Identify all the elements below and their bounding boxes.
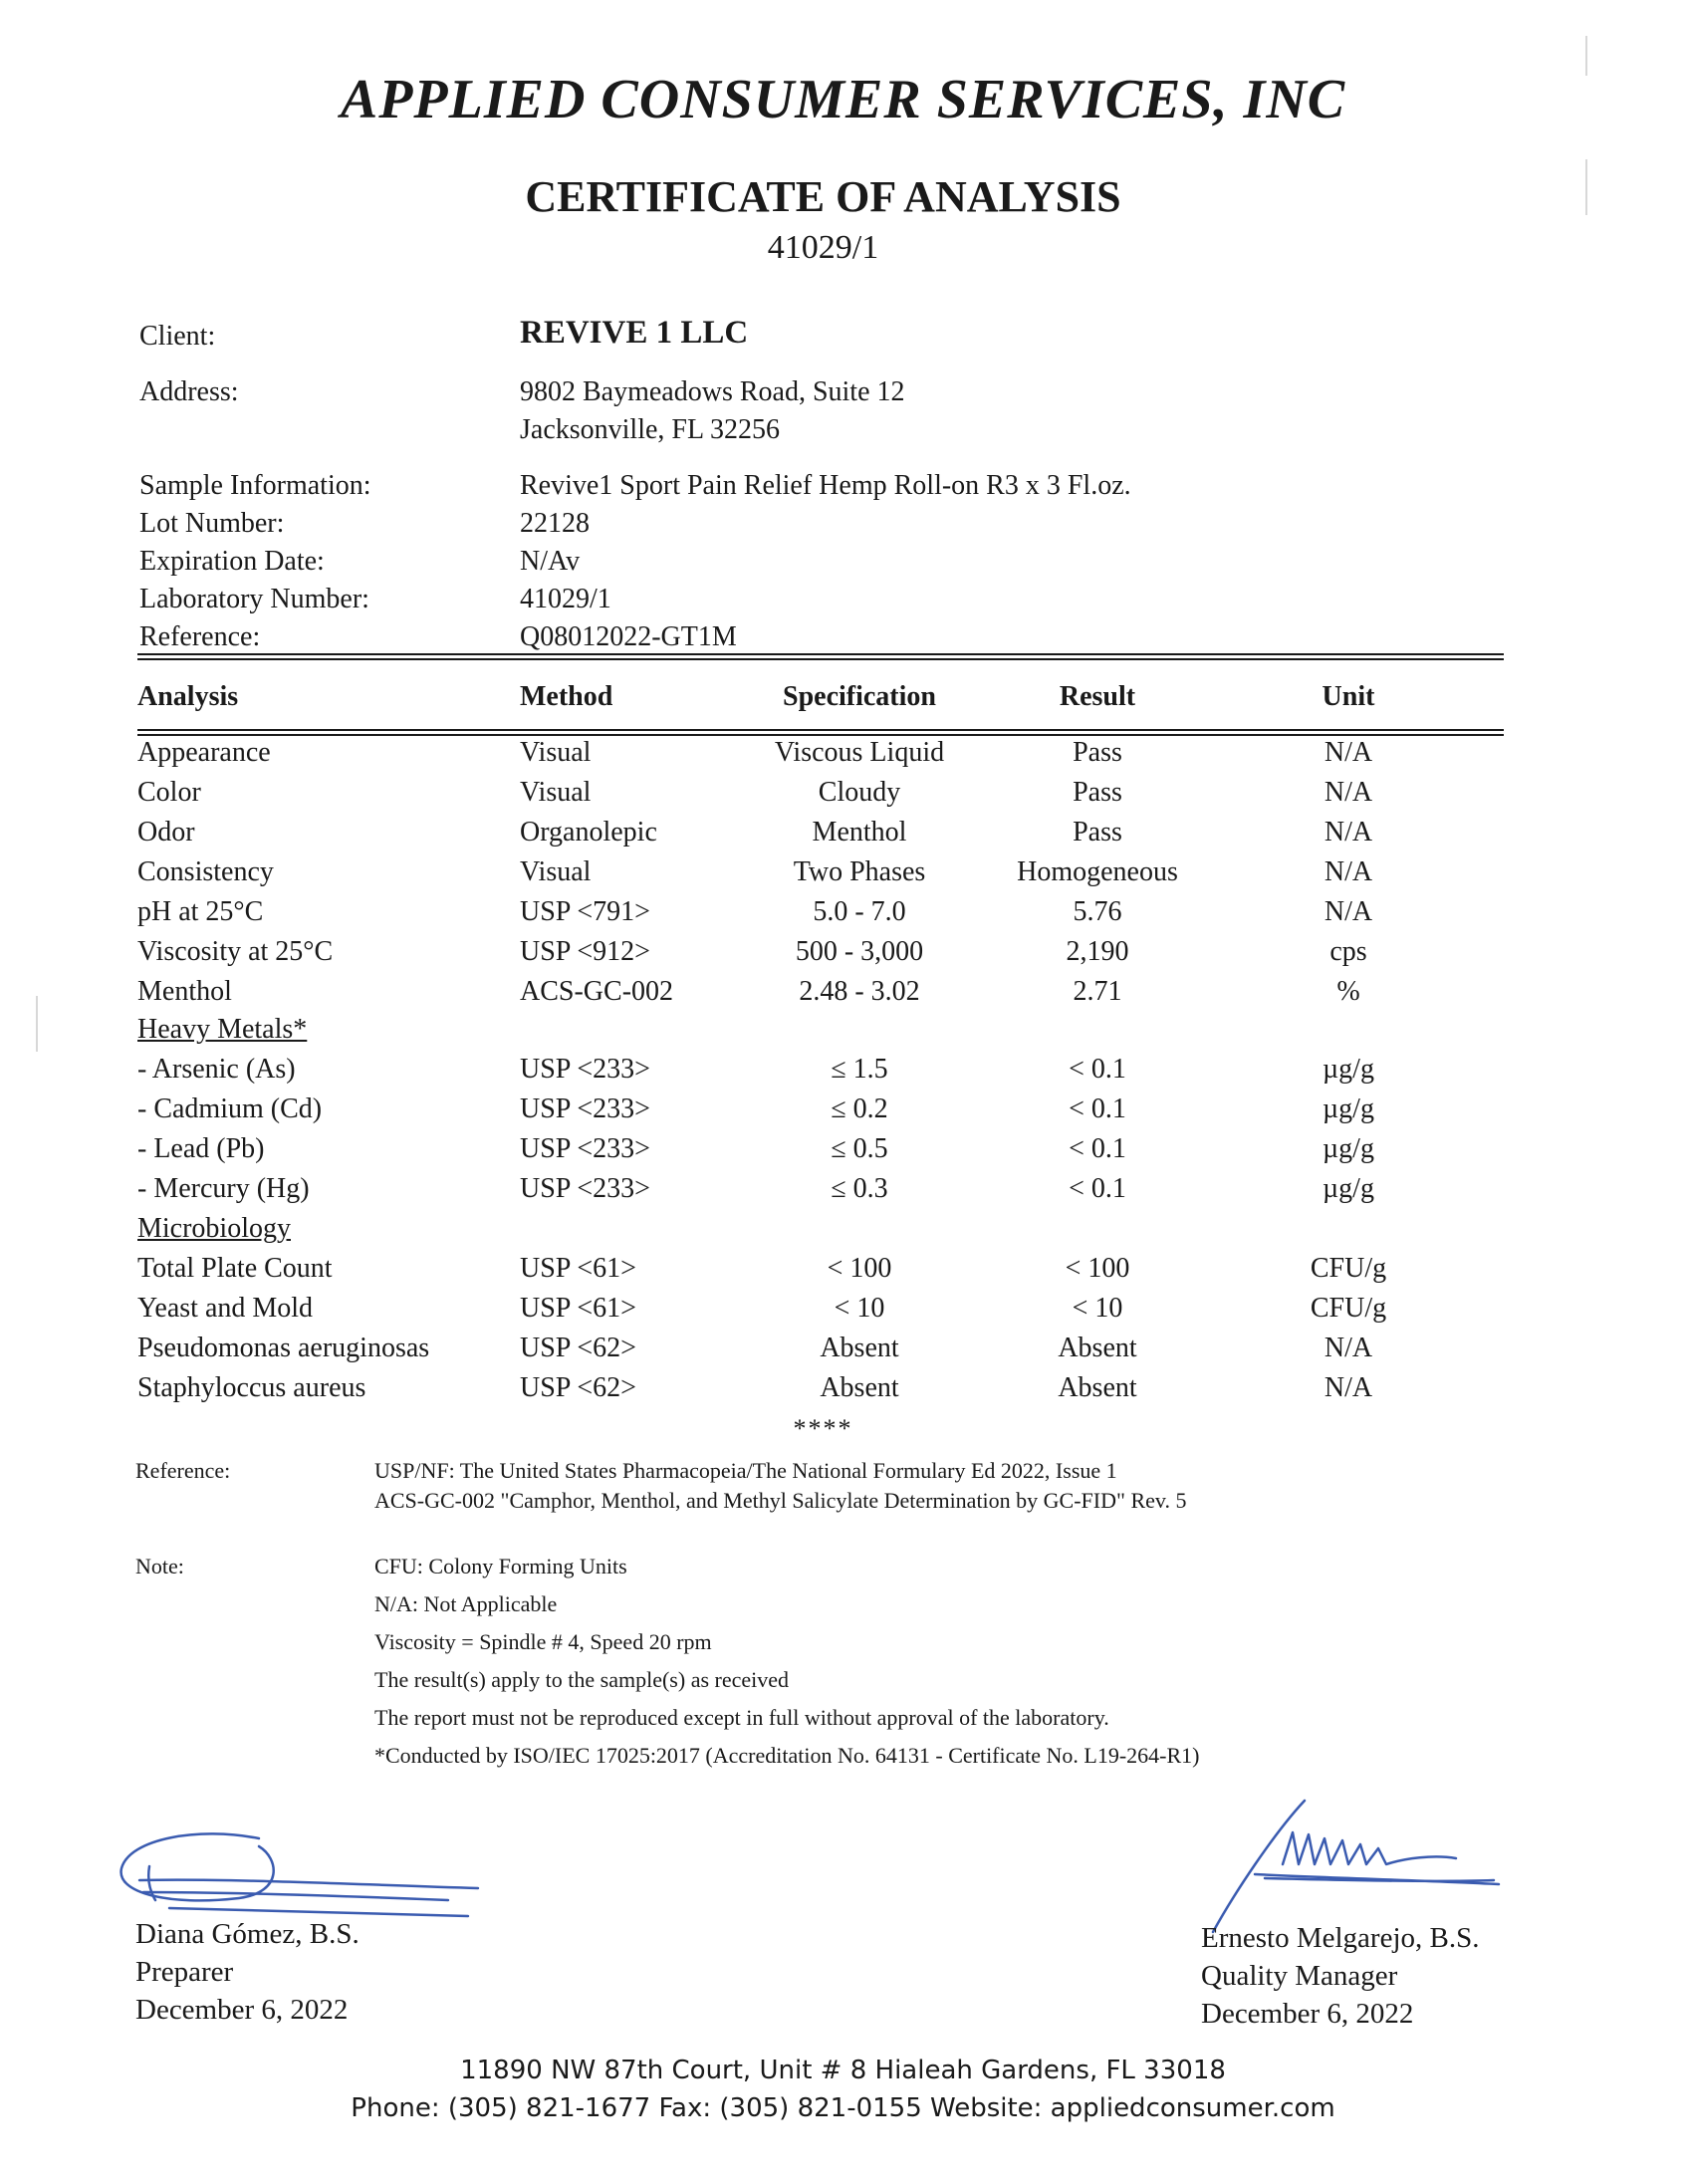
cell-method: USP <233> [520, 1093, 650, 1124]
cell-unit: CFU/g [1310, 1253, 1387, 1284]
table-header-rule [137, 734, 1504, 736]
cell-analysis: Consistency [137, 856, 274, 887]
cell-unit: µg/g [1323, 1054, 1374, 1085]
cell-method: Visual [520, 737, 592, 768]
cell-analysis: Total Plate Count [137, 1253, 333, 1284]
manager-name: Ernesto Melgarejo, B.S. [1201, 1922, 1480, 1954]
cell-result: < 10 [1072, 1293, 1123, 1324]
note-line: N/A: Not Applicable [374, 1591, 558, 1616]
reference-line: ACS-GC-002 "Camphor, Menthol, and Methyl Salicylate Determination by GC-FID" Rev. 5 [374, 1488, 1187, 1513]
cell-unit: N/A [1324, 777, 1373, 808]
cell-method: USP <233> [520, 1173, 650, 1204]
certificate-number: 41029/1 [767, 229, 879, 266]
cell-result: < 0.1 [1069, 1173, 1126, 1204]
cell-result: Homogeneous [1017, 856, 1178, 887]
references-label: Reference: [135, 1458, 231, 1483]
column-header-method: Method [520, 681, 613, 712]
cell-specification: < 10 [834, 1293, 885, 1324]
cell-result: 2,190 [1066, 936, 1129, 967]
table-end-mark: **** [793, 1414, 853, 1443]
document-title: CERTIFICATE OF ANALYSIS [525, 172, 1121, 221]
cell-unit: N/A [1324, 737, 1373, 768]
lot-number-label: Lot Number: [139, 508, 285, 539]
company-name: APPLIED CONSUMER SERVICES, INC [340, 69, 1346, 130]
cell-analysis: Color [137, 777, 201, 808]
cell-unit: N/A [1324, 1372, 1373, 1403]
cell-method: USP <61> [520, 1293, 636, 1324]
client-name: REVIVE 1 LLC [520, 315, 749, 351]
cell-result: 2.71 [1073, 976, 1122, 1007]
note-line: The report must not be reproduced except in full without approval of the laboratory. [374, 1705, 1109, 1730]
cell-analysis: Appearance [137, 737, 271, 768]
cell-unit: N/A [1324, 1333, 1373, 1363]
sample-info-label: Sample Information: [139, 470, 371, 501]
cell-specification: Absent [820, 1372, 899, 1403]
address-label: Address: [139, 376, 239, 407]
manager-signature [1195, 1793, 1524, 1942]
cell-unit: µg/g [1323, 1093, 1374, 1124]
address-line-1: 9802 Baymeadows Road, Suite 12 [520, 376, 905, 407]
footer-address: 11890 NW 87th Court, Unit # 8 Hialeah Gardens, FL 33018 [460, 2056, 1226, 2085]
preparer-date: December 6, 2022 [135, 1994, 349, 2026]
cell-unit: cps [1329, 936, 1367, 967]
cell-method: USP <62> [520, 1372, 636, 1403]
cell-specification: ≤ 0.5 [831, 1133, 888, 1164]
cell-analysis: - Lead (Pb) [137, 1133, 265, 1164]
cell-result: < 100 [1065, 1253, 1130, 1284]
column-header-specification: Specification [783, 681, 936, 712]
note-line: The result(s) apply to the sample(s) as received [374, 1667, 790, 1692]
cell-specification: ≤ 0.2 [831, 1093, 888, 1124]
notes-label: Note: [135, 1554, 184, 1578]
scan-edge-mark [36, 996, 38, 1052]
cell-analysis: Yeast and Mold [137, 1293, 314, 1324]
cell-specification: Cloudy [818, 777, 901, 808]
column-header-unit: Unit [1322, 681, 1375, 712]
column-header-analysis: Analysis [137, 681, 239, 712]
reference-value: Q08012022-GT1M [520, 621, 737, 652]
client-label: Client: [139, 321, 216, 352]
cell-method: USP <233> [520, 1054, 650, 1085]
sample-info-value: Revive1 Sport Pain Relief Hemp Roll-on R3 x 3 Fl.oz. [520, 470, 1131, 501]
cell-specification: Two Phases [793, 856, 926, 887]
cell-analysis: Menthol [137, 976, 232, 1007]
cell-specification: 5.0 - 7.0 [813, 896, 906, 927]
cell-method: USP <233> [520, 1133, 650, 1164]
cell-analysis: - Cadmium (Cd) [137, 1093, 323, 1124]
cell-method: Visual [520, 856, 592, 887]
laboratory-number-label: Laboratory Number: [139, 584, 369, 614]
cell-specification: < 100 [827, 1253, 892, 1284]
cell-specification: Absent [820, 1333, 899, 1363]
cell-specification: ≤ 0.3 [831, 1173, 888, 1204]
reference-label: Reference: [139, 621, 261, 652]
footer-contact: Phone: (305) 821-1677 Fax: (305) 821-0155 Website: appliedconsumer.com [351, 2093, 1335, 2123]
cell-method: ACS-GC-002 [520, 976, 674, 1007]
laboratory-number-value: 41029/1 [520, 584, 611, 614]
cell-analysis: Viscosity at 25°C [137, 936, 334, 967]
cell-unit: µg/g [1323, 1133, 1374, 1164]
cell-result: < 0.1 [1069, 1093, 1126, 1124]
cell-analysis: Staphyloccus aureus [137, 1372, 366, 1403]
manager-date: December 6, 2022 [1201, 1998, 1414, 2030]
cell-result: Absent [1058, 1372, 1137, 1403]
cell-result: < 0.1 [1069, 1054, 1126, 1085]
cell-result: Pass [1073, 817, 1122, 848]
cell-result: < 0.1 [1069, 1133, 1126, 1164]
cell-specification: Menthol [812, 817, 907, 848]
manager-role: Quality Manager [1201, 1960, 1398, 1992]
expiration-date-label: Expiration Date: [139, 546, 325, 577]
cell-method: USP <61> [520, 1253, 636, 1284]
table-header-rule [137, 729, 1504, 731]
cell-unit: N/A [1324, 896, 1373, 927]
section-microbiology: Microbiology [137, 1213, 291, 1244]
cell-result: 5.76 [1073, 896, 1122, 927]
note-line: Viscosity = Spindle # 4, Speed 20 rpm [374, 1629, 712, 1654]
cell-unit: N/A [1324, 817, 1373, 848]
cell-method: USP <62> [520, 1333, 636, 1363]
cell-unit: % [1336, 976, 1360, 1007]
note-line: CFU: Colony Forming Units [374, 1554, 627, 1578]
cell-specification: 500 - 3,000 [795, 936, 924, 967]
note-line: *Conducted by ISO/IEC 17025:2017 (Accreditation No. 64131 - Certificate No. L19-264-R1) [374, 1743, 1200, 1768]
cell-unit: µg/g [1323, 1173, 1374, 1204]
preparer-name: Diana Gómez, B.S. [135, 1918, 360, 1950]
cell-unit: CFU/g [1310, 1293, 1387, 1324]
reference-line: USP/NF: The United States Pharmacopeia/The National Formulary Ed 2022, Issue 1 [374, 1458, 1117, 1483]
table-top-rule [137, 658, 1504, 660]
column-header-result: Result [1059, 681, 1136, 712]
address-line-2: Jacksonville, FL 32256 [520, 414, 781, 445]
cell-analysis: - Arsenic (As) [137, 1054, 296, 1085]
cell-specification: 2.48 - 3.02 [799, 976, 920, 1007]
lot-number-value: 22128 [520, 508, 590, 539]
cell-result: Pass [1073, 777, 1122, 808]
cell-result: Absent [1058, 1333, 1137, 1363]
cell-method: Organolepic [520, 817, 657, 848]
expiration-date-value: N/Av [520, 546, 581, 577]
cell-specification: ≤ 1.5 [831, 1054, 888, 1085]
cell-analysis: pH at 25°C [137, 896, 264, 927]
cell-method: Visual [520, 777, 592, 808]
cell-analysis: Pseudomonas aeruginosas [137, 1333, 430, 1363]
cell-method: USP <791> [520, 896, 650, 927]
cell-analysis: Odor [137, 817, 195, 848]
cell-analysis: - Mercury (Hg) [137, 1173, 310, 1204]
cell-specification: Viscous Liquid [774, 737, 945, 768]
cell-method: USP <912> [520, 936, 650, 967]
section-heavy-metals: Heavy Metals* [137, 1014, 308, 1045]
table-top-rule [137, 653, 1504, 655]
cell-unit: N/A [1324, 856, 1373, 887]
cell-result: Pass [1073, 737, 1122, 768]
preparer-role: Preparer [135, 1956, 234, 1988]
